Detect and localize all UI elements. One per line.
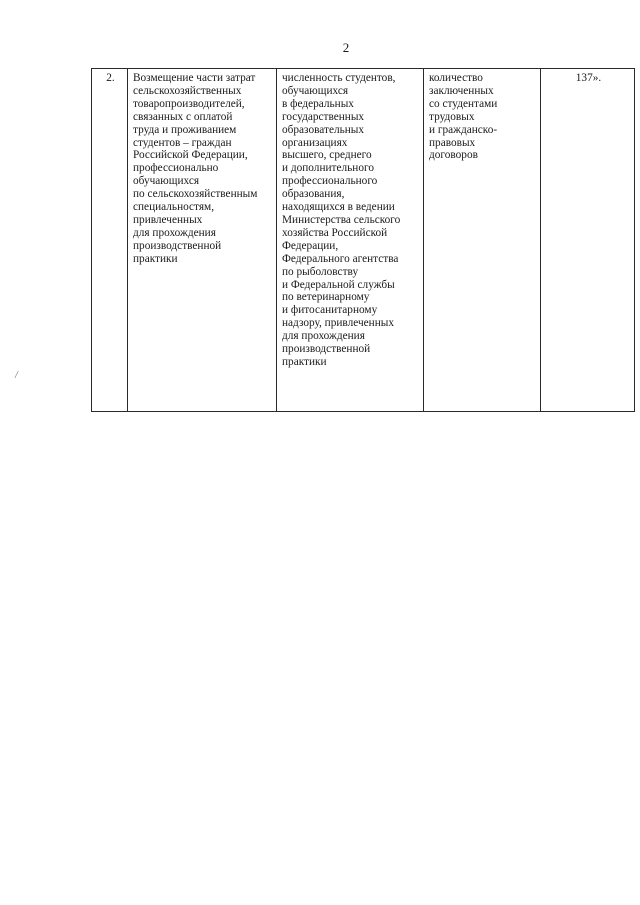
row-number-cell: 2. [92,69,128,412]
table-row [92,69,635,412]
indicator-cell: численность студентов, обучающихся в федеральных государственных образовательных организациях высшего, среднего и дополнительного профессионального образования, находящихся в ведении Министерства сельского хозяйства Российской Федерации, Федерального агентства по рыболовству и Федеральной службы по ветеринарному и фитосанитарному надзору, привлеченных для прохождения производственной практики [277,69,424,412]
unit-cell: количество заключенных со студентами трудовых и гражданско- правовых договоров [424,69,541,412]
measure-name-cell: Возмещение части затрат сельскохозяйственных товаропроизводителей, связанных с оплатой труда и проживанием студентов – граждан Российской Федерации, профессионально обучающихся по сельскохозяйственным специальностям, привлеченных для прохождения производственной практики [128,69,277,412]
page-number: 2 [342,40,350,55]
indicator-table [91,68,635,412]
margin-mark: / [15,370,18,381]
value-cell: 137». [541,69,635,412]
